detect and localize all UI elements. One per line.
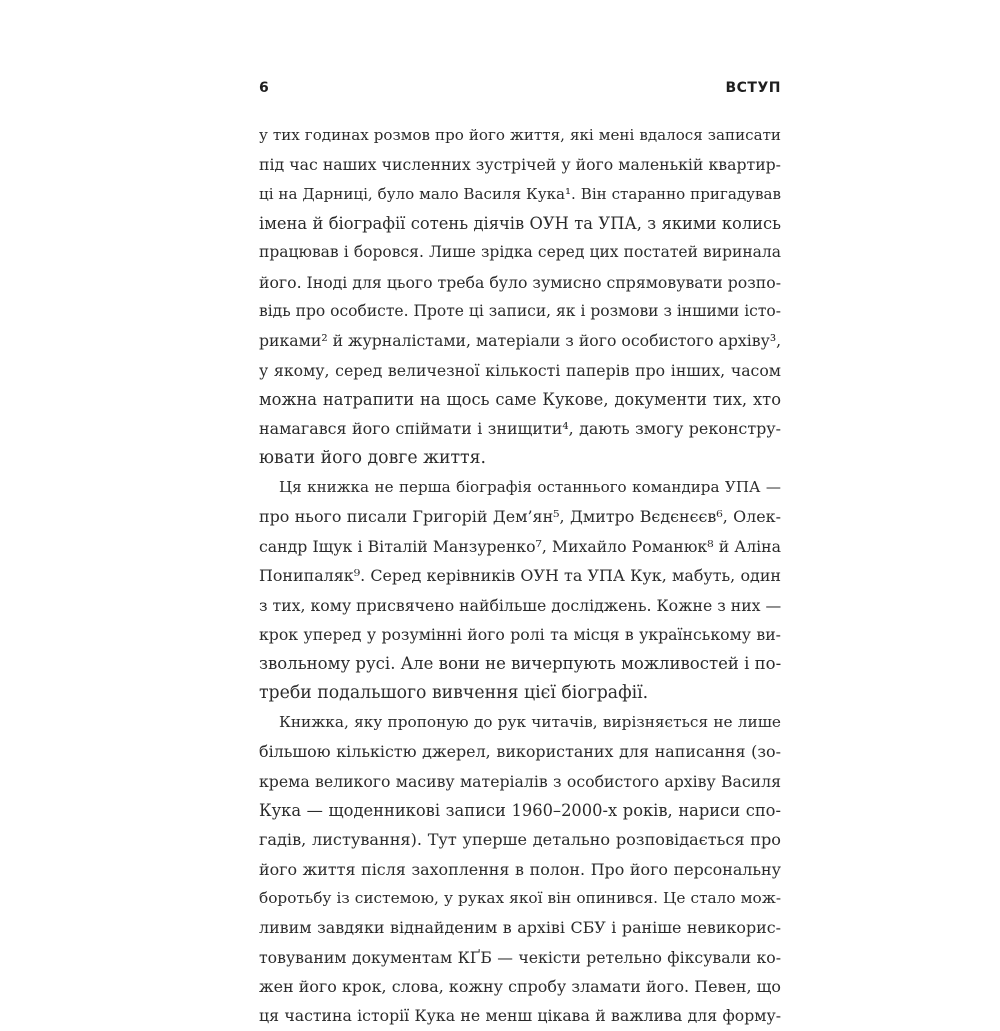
text-line: треби подальшого вивчення цієї біографії.	[259, 682, 649, 703]
text-line: жен його крок, слова, кожну спробу зламати його. Певен, що	[259, 976, 781, 996]
text-line: імена й біографії сотень діячів ОУН та УПА, з якими колись	[259, 214, 781, 234]
text-line: Ця книжка не перша біографія останнього командира УПА —	[279, 478, 781, 497]
page-number: 6	[259, 80, 269, 96]
text-line: його. Іноді для цього треба було зумисно спрямовувати розпо-	[259, 272, 781, 292]
text-line: у якому, серед величезної кількості паперів про інших, часом	[259, 360, 781, 380]
text-line: крок уперед у розумінні його ролі та місця в українському ви-	[259, 624, 781, 644]
text-line: товуваним документам КҐБ — чекісти ретельно фіксували ко-	[259, 947, 781, 967]
text-line: ця частина історії Кука не менш цікава й важлива для форму-	[259, 1006, 781, 1026]
text-line: з тих, кому присвячено найбільше досліджень. Кожне з них —	[259, 595, 782, 615]
text-line: намагався його спіймати і знищити⁴, дають змогу реконстру-	[259, 419, 781, 439]
text-line: риками² й журналістами, матеріали з його особистого архіву³,	[259, 331, 782, 351]
text-line: відь про особисте. Проте ці записи, як і розмови з іншими істо-	[259, 302, 781, 321]
text-line: про нього писали Григорій Дем’ян⁵, Дмитро Вєдєнєєв⁶, Олек-	[259, 507, 781, 527]
text-line: його життя після захоплення в полон. Про його персональну	[259, 859, 781, 879]
text-line: ливим завдяки віднайденим в архіві СБУ і раніше невикорис-	[259, 918, 781, 938]
text-line: Книжка, яку пропоную до рук читачів, вирізняється не лише	[279, 712, 781, 731]
text-line: працював і боровся. Лише зрідка серед цих постатей виринала	[259, 243, 781, 262]
text-line: Кука — щоденникові записи 1960–2000-х років, нариси спо-	[259, 800, 781, 820]
text-line: ювати його довге життя.	[259, 447, 487, 468]
running-head	[259, 80, 781, 104]
text-line: ці на Дарниці, було мало Василя Кука¹. Він старанно пригадував	[259, 184, 781, 203]
body-text	[259, 121, 781, 1031]
text-line: звольному русі. Але вони не вичерпують можливостей і по-	[259, 654, 782, 674]
text-line: Понипаляк⁹. Серед керівників ОУН та УПА Кук, мабуть, один	[259, 566, 781, 586]
text-line: можна натрапити на щось саме Кукове, документи тих, хто	[259, 390, 781, 410]
text-line: більшою кількістю джерел, використаних для написання (зо-	[259, 742, 781, 762]
text-line: під час наших численних зустрічей у його маленькій квартир-	[259, 155, 781, 175]
section-title: ВСТУП	[725, 80, 781, 96]
text-line: у тих годинах розмов про його життя, які мені вдалося записати	[259, 126, 781, 144]
text-line: боротьбу із системою, у руках якої він опинився. Це стало мож-	[259, 888, 781, 907]
text-line: крема великого масиву матеріалів з особистого архіву Василя	[259, 771, 781, 791]
text-line: сандр Іщук і Віталій Манзуренко⁷, Михайло Романюк⁸ й Аліна	[259, 536, 781, 556]
text-line: гадів, листування). Тут уперше детально розповідається про	[259, 830, 781, 850]
